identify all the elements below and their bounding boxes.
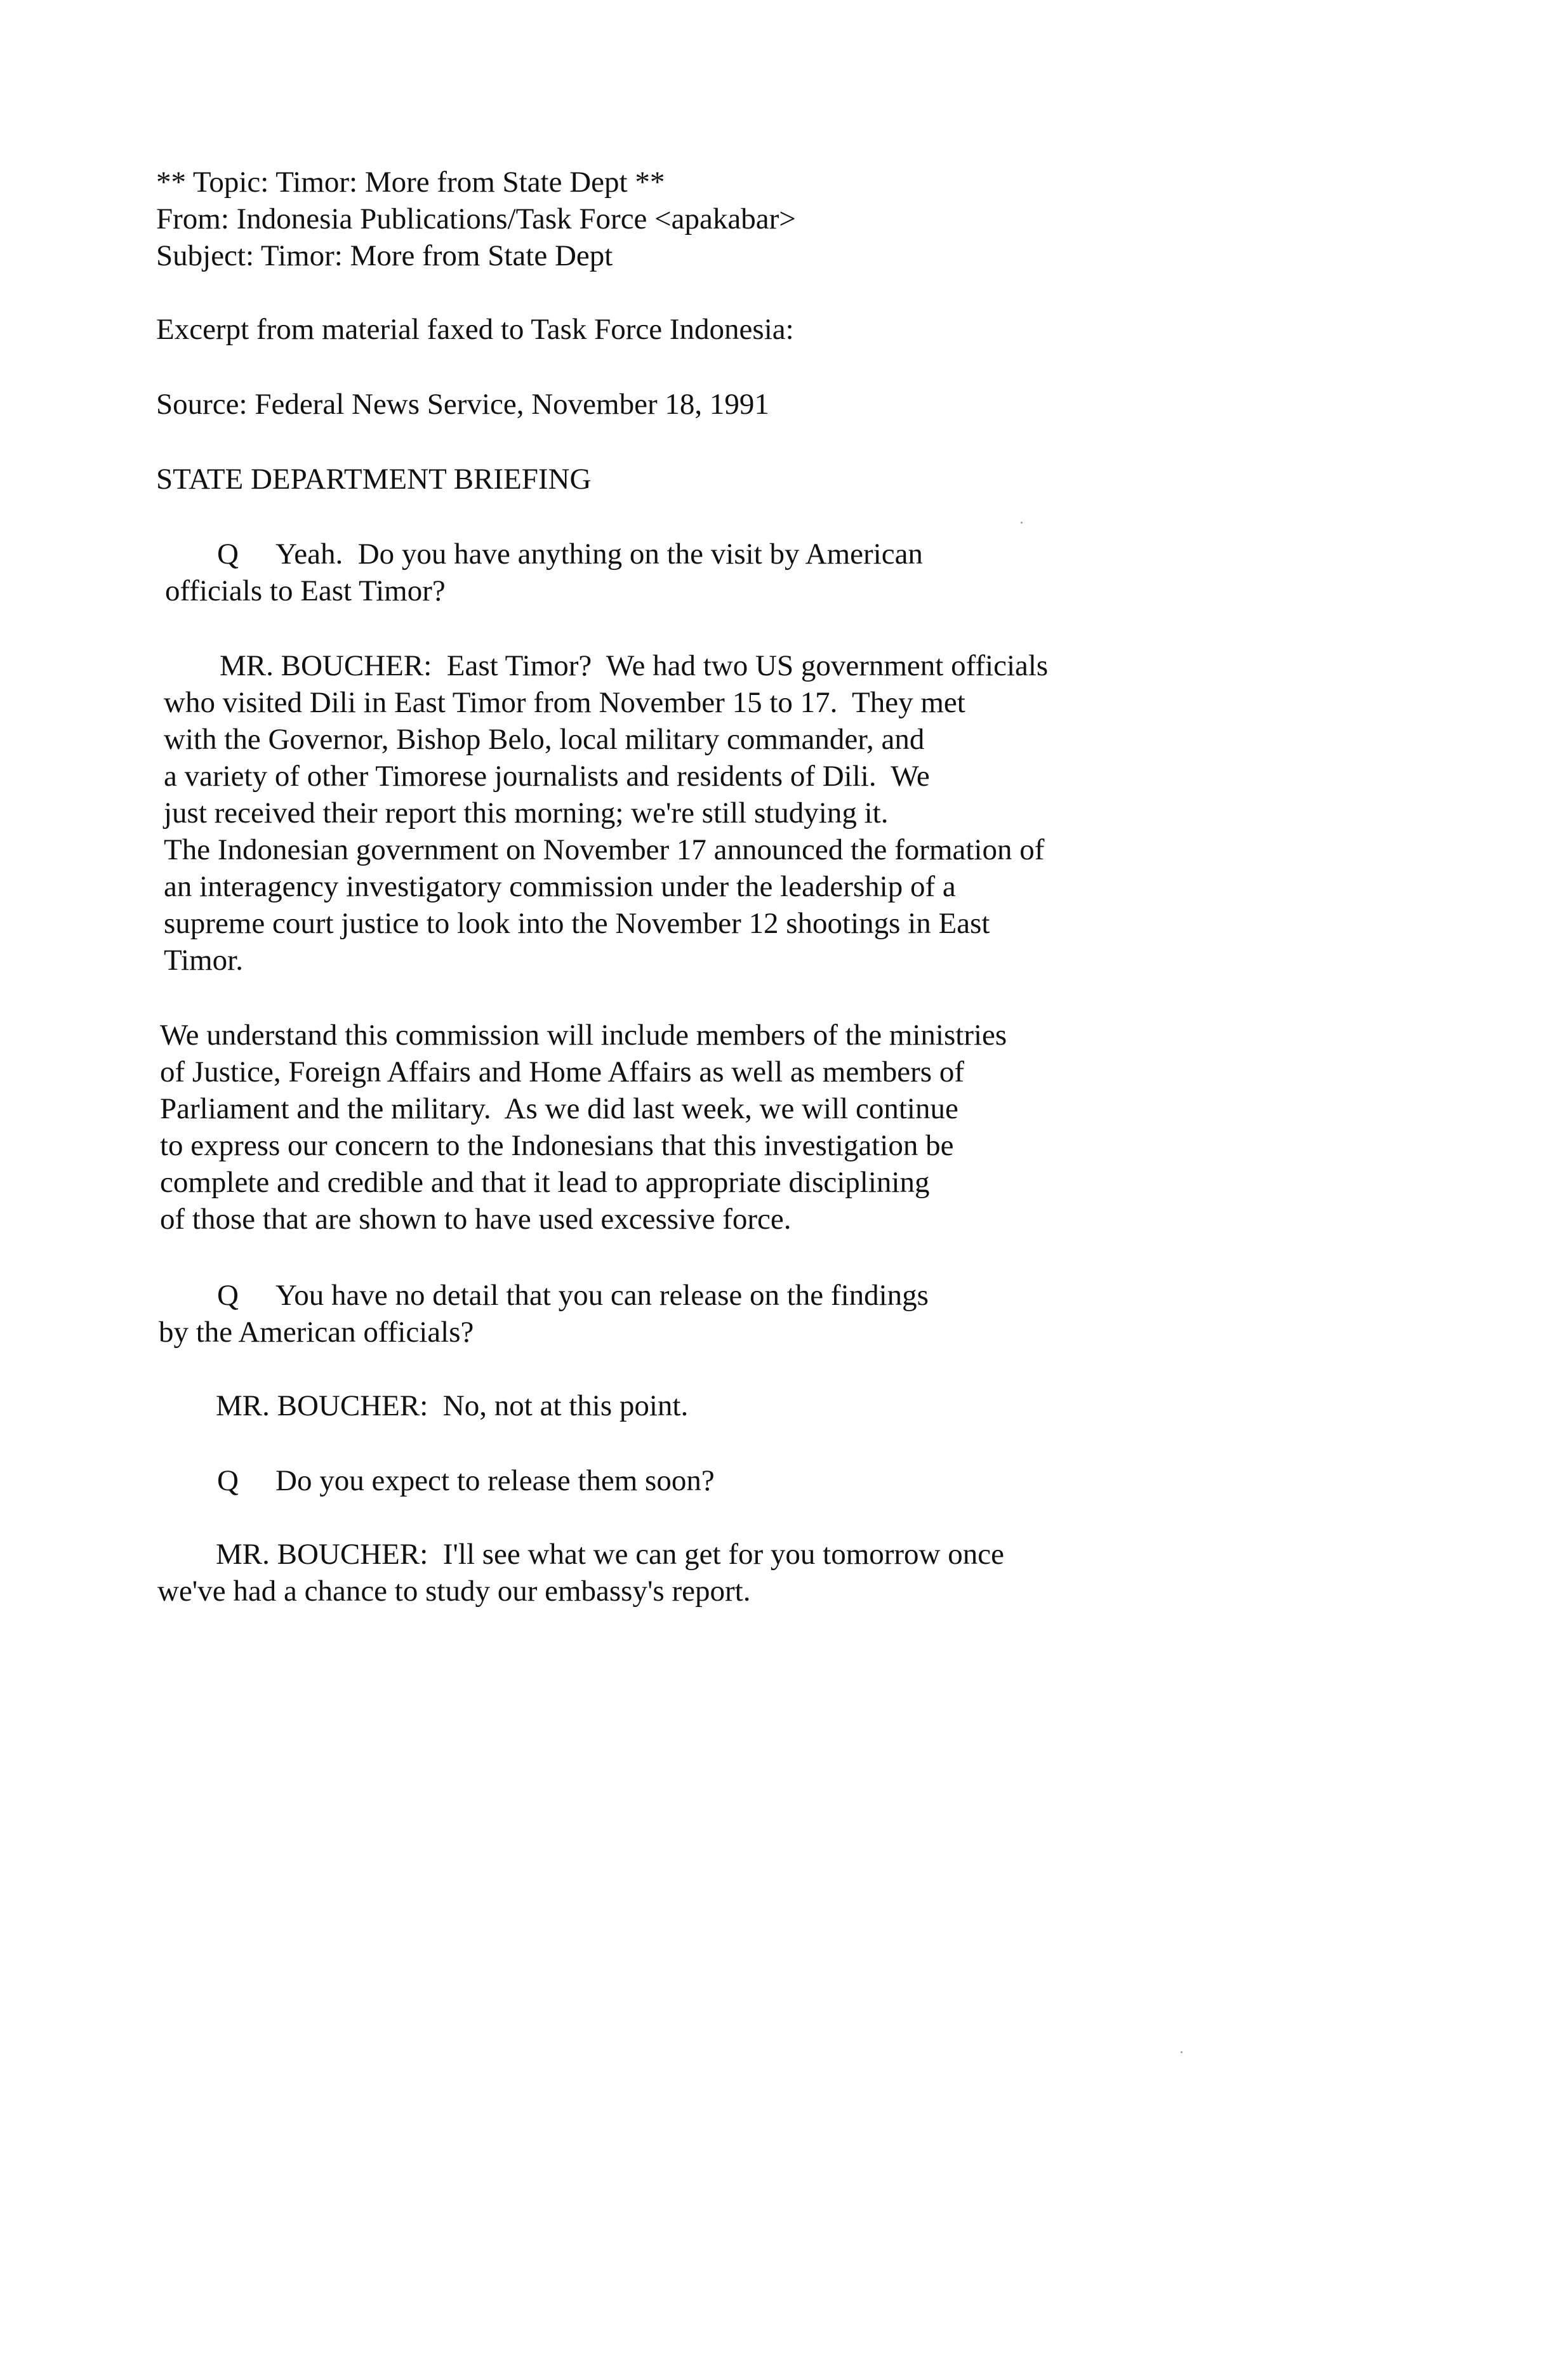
answer-1b-line-6: of those that are shown to have used excessive force. bbox=[160, 1203, 792, 1236]
answer-1b-line-2: of Justice, Foreign Affairs and Home Affairs as well as members of bbox=[160, 1055, 964, 1088]
question-2 bbox=[159, 1277, 929, 1351]
answer-1 bbox=[164, 647, 1048, 979]
source-line: Source: Federal News Service, November 18, 1991 bbox=[156, 388, 769, 421]
subject-line: Subject: Timor: More from State Dept bbox=[156, 239, 613, 272]
from-line: From: Indonesia Publications/Task Force <apakabar> bbox=[156, 202, 796, 235]
question-2-line-1: Q You have no detail that you can release on the findings bbox=[159, 1277, 929, 1314]
answer-1b-line-4: to express our concern to the Indonesians that this investigation be bbox=[160, 1129, 954, 1162]
answer-1-line-3: with the Governor, Bishop Belo, local military commander, and bbox=[164, 723, 925, 756]
answer-1b-line-1: We understand this commission will include members of the ministries bbox=[160, 1019, 1007, 1052]
briefing-title: STATE DEPARTMENT BRIEFING bbox=[156, 463, 592, 496]
question-1 bbox=[165, 536, 923, 609]
scan-speck bbox=[1021, 522, 1023, 524]
answer-3-line-1: MR. BOUCHER: I'll see what we can get for you tomorrow once bbox=[216, 1538, 1004, 1571]
answer-3-line-2: we've had a chance to study our embassy's report. bbox=[157, 1575, 751, 1608]
answer-2-line-1: MR. BOUCHER: No, not at this point. bbox=[216, 1389, 689, 1422]
answer-1-line-5: just received their report this morning; we're still studying it. bbox=[164, 797, 889, 830]
answer-1-line-6: The Indonesian government on November 17 announced the formation of bbox=[164, 833, 1045, 866]
question-label: Q bbox=[217, 1464, 239, 1497]
question-1-line-2: officials to East Timor? bbox=[165, 574, 446, 607]
question-label: Q bbox=[217, 1279, 239, 1312]
answer-3 bbox=[157, 1536, 1004, 1610]
question-2-line-2: by the American officials? bbox=[159, 1316, 474, 1349]
answer-1-line-7: an interagency investigatory commission under the leadership of a bbox=[164, 870, 956, 903]
answer-1-line-1: MR. BOUCHER: East Timor? We had two US government officials bbox=[220, 649, 1049, 682]
answer-1-line-2: who visited Dili in East Timor from November 15 to 17. They met bbox=[164, 686, 965, 719]
answer-1b-line-3: Parliament and the military. As we did last week, we will continue bbox=[160, 1092, 958, 1125]
question-3-line-1: Q Do you expect to release them soon? bbox=[217, 1462, 715, 1499]
answer-1-line-8: supreme court justice to look into the November 12 shootings in East bbox=[164, 907, 990, 940]
answer-1-line-4: a variety of other Timorese journalists and residents of Dili. We bbox=[164, 760, 930, 793]
excerpt-line: Excerpt from material faxed to Task Force Indonesia: bbox=[156, 313, 794, 346]
scan-speck bbox=[1181, 2051, 1183, 2053]
answer-1b-line-5: complete and credible and that it lead to appropriate disciplining bbox=[160, 1166, 930, 1199]
question-label: Q bbox=[217, 538, 239, 571]
answer-1-continued bbox=[160, 1017, 1007, 1238]
answer-1-line-9: Timor. bbox=[164, 944, 243, 977]
question-1-line-1: Q Yeah. Do you have anything on the visit by American bbox=[165, 536, 923, 572]
topic-line: ** Topic: Timor: More from State Dept ** bbox=[156, 166, 665, 199]
